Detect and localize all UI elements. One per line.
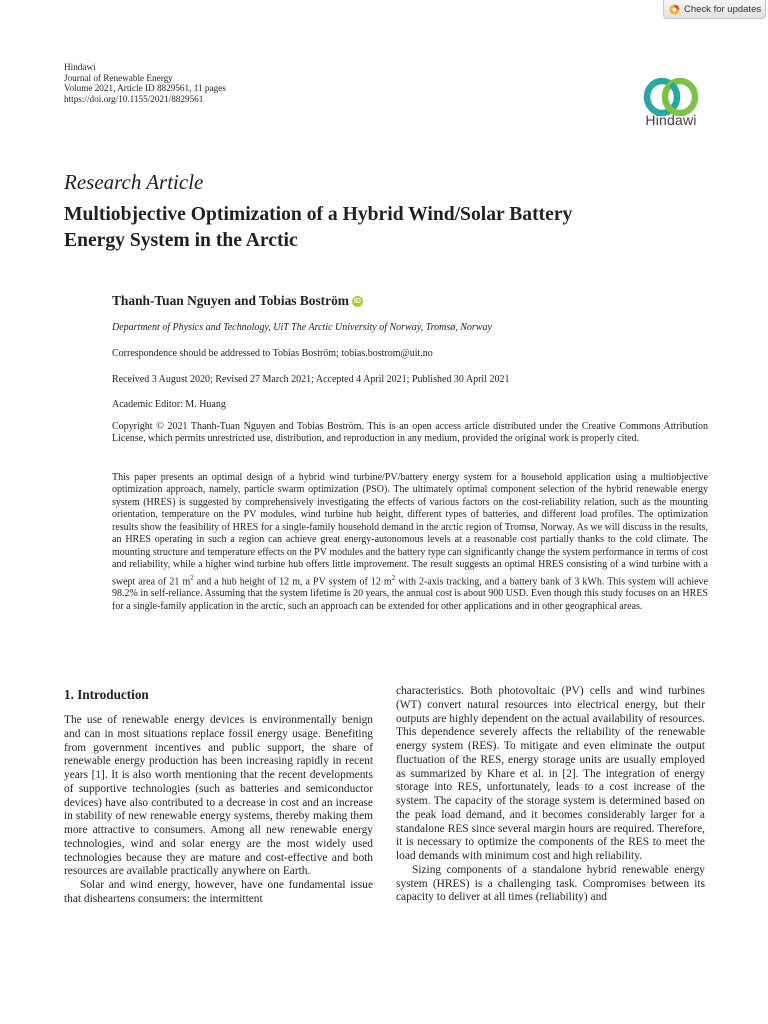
academic-editor: Academic Editor: M. Huang xyxy=(112,399,226,410)
journal-name: Journal of Renewable Energy xyxy=(64,72,173,83)
abstract-part-1: This paper presents an optimal design of a hybrid wind turbine/PV/battery energy system for a household application using a multiobjective optimization approach, namely, particle swarm optimization (PSO). The ultimately optimal component selection of the hybrid renewable energy system (HRES) is suggested by comprehensively investigating the effects of various factors on the cost-reliability relation, such as the mounting orientation, temperature on the PV modules, wind turbine hub height, different types of batteries, and different load profiles. The optimization results show the feasibility of HRES for a single-family household demand in the arctic region of Tromsø, Norway. As we will discuss in the results, an HRES operating in such a region can achieve great energy-autonomous levels at a reasonable cost partially thanks to the cold climate. The mounting structure and temperature effects on the PV modules and the battery type can significantly change the system performance in terms of cost and reliability, while a higher wind turbine hub offers little improvement. The result suggests an optimal HRES consisting of a wind turbine with a swept area of 21 m xyxy=(112,472,708,587)
publisher-name: Hindawi xyxy=(64,62,96,72)
body-column-left xyxy=(64,714,373,907)
check-for-updates-icon xyxy=(669,4,680,15)
check-for-updates-button[interactable] xyxy=(663,0,766,19)
correspondence: Correspondence should be addressed to Tobias Boström; tobias.bostrom@uit.no xyxy=(112,348,433,359)
paragraph: Solar and wind energy, however, have one fundamental issue that disheartens consumers: the intermittent xyxy=(64,879,373,905)
volume-info: Volume 2021, Article ID 8829561, 11 pages xyxy=(64,83,226,94)
article-type: Research Article xyxy=(64,170,204,194)
hindawi-logo-text: Hindawi xyxy=(645,112,697,128)
abstract xyxy=(112,472,708,613)
authors xyxy=(112,293,363,309)
affiliation: Department of Physics and Technology, UiT The Arctic University of Norway, Tromsø, Norway xyxy=(112,322,492,333)
paragraph: characteristics. Both photovoltaic (PV) cells and wind turbines (WT) convert natural resources into electrical energy, but their outputs are highly dependent on the actual availability of resources. This dependence severely affects the reliability of the renewable energy system (RES). To mitigate and even eliminate the output fluctuation of the RES, energy storage units are usually employed as summarized by Khare et al. in [2]. The integration of energy storage into RES, unfortunately, leads to a cost increase of the system. The capacity of the storage system is determined based on the peak load demand, and it becomes considerably larger for a standalone RES since several margin hours are required. Therefore, it is necessary to optimize the components of the RES to meet the load demands with minimum cost and high reliability. xyxy=(396,685,705,862)
abstract-part-3: with 2-axis tracking, and a battery bank of 3 kWh. This system will achieve 98.2% in self-reliance. Assuming that the system lifetime is 20 years, the annual cost is about 900 USD. Even though this study focuses on an HRES for a single-family application in the arctic, such an approach can be extended for other applications and in other geographical areas. xyxy=(112,575,708,612)
abstract-superscript-1: 2 xyxy=(190,573,194,582)
title-line-2: Energy System in the Arctic xyxy=(64,230,298,251)
author-names: Thanh-Tuan Nguyen and Tobias Boström xyxy=(112,293,349,308)
article-title xyxy=(64,202,704,254)
section-heading: 1. Introduction xyxy=(64,687,149,702)
journal-info xyxy=(64,62,226,104)
abstract-superscript-2: 2 xyxy=(391,573,396,582)
copyright-notice: Copyright © 2021 Thanh-Tuan Nguyen and Tobias Boström. This is an open access article distributed under the Creative Commons Attribution License, which permits unrestricted use, distribution, and reproduction in any medium, provided the original work is properly cited. xyxy=(112,421,708,445)
check-for-updates-label: Check for updates xyxy=(684,3,762,15)
body-column-right xyxy=(396,685,705,905)
abstract-part-2: and a hub height of 12 m, a PV system of 12 m xyxy=(193,575,392,587)
publication-dates: Received 3 August 2020; Revised 27 March 2021; Accepted 4 April 2021; Published 30 April 2021 xyxy=(112,374,510,385)
paragraph: Sizing components of a standalone hybrid renewable energy system (HRES) is a challenging task. Compromises between its capacity to deliver at all times (reliability) and xyxy=(396,863,705,904)
orcid-icon[interactable]: iD xyxy=(353,297,361,305)
paragraph: The use of renewable energy devices is environmentally benign and can in most situations replace fossil energy usage. Benefiting from government incentives and public support, the share of renewable energy production has been increasing rapidly in recent years [1]. It is also worth mentioning that the recent developments of supportive technologies (such as batteries and semiconductor devices) have also contributed to a decrease in cost and an increase in stability of new renewable energy systems, thereby making them more attractive to consumers. Among all new renewable energy technologies, wind and solar energy are the most widely used technologies because they are mature and cost-effective and both resources are available practically anywhere on Earth. xyxy=(64,714,373,878)
title-line-1: Multiobjective Optimization of a Hybrid Wind/Solar Battery xyxy=(64,204,573,225)
doi-link[interactable]: https://doi.org/10.1155/2021/8829561 xyxy=(64,93,204,104)
